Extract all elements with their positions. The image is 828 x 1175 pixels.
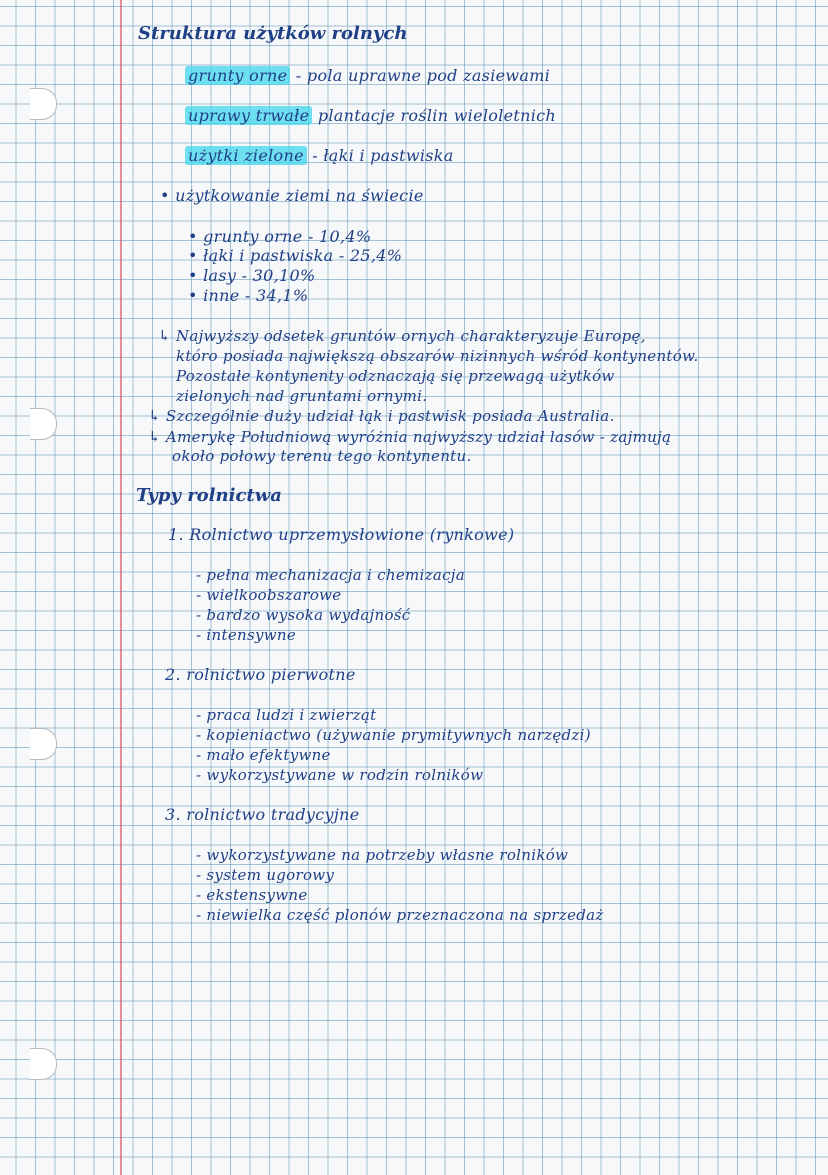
note-line: któro posiada największą obszarów nizinnych wśród kontynentów. — [176, 347, 699, 365]
land-term: grunty orne — [185, 66, 290, 85]
note-line: ↳ Najwyższy odsetek gruntów ornych charakteryzuje Europę, — [158, 327, 646, 345]
punch-hole — [30, 408, 57, 440]
section-title-farming-types: Typy rolnictwa — [136, 485, 282, 506]
land-term: uprawy trwałe — [185, 106, 312, 125]
type-item: - intensywne — [196, 626, 297, 644]
note-line: Pozostałe kontynenty odznaczają się przewagą użytków — [176, 367, 615, 385]
section-title-land-use: Struktura użytków rolnych — [138, 23, 408, 44]
type-item: - pełna mechanizacja i chemizacja — [196, 566, 465, 584]
land-def: - pola uprawne pod zasiewami — [290, 66, 551, 85]
usage-item: • łąki i pastwiska - 25,4% — [188, 246, 403, 265]
usage-item: • lasy - 30,10% — [188, 266, 316, 285]
punch-hole — [30, 88, 57, 120]
type-item: - kopieniactwo (używanie prymitywnych narzędzi) — [196, 726, 591, 744]
usage-item: • inne - 34,1% — [188, 286, 309, 305]
type-item: - wykorzystywane w rodzin rolników — [196, 766, 484, 784]
type-heading: 3. rolnictwo tradycyjne — [165, 805, 360, 824]
margin-line — [120, 0, 122, 1175]
type-item: - ekstensywne — [196, 886, 308, 904]
land-item — [185, 146, 454, 166]
note-line: ↳ Amerykę Południową wyróżnia najwyższy udział lasów - zajmują — [148, 428, 672, 446]
usage-heading: • użytkowanie ziemi na świecie — [160, 186, 424, 205]
land-term: użytki zielone — [185, 146, 307, 165]
type-heading: 2. rolnictwo pierwotne — [165, 665, 356, 684]
type-item: - bardzo wysoka wydajność — [196, 606, 411, 624]
note-line: ↳ Szczególnie duży udział łąk i pastwisk posiada Australia. — [148, 407, 615, 425]
punch-hole — [30, 1048, 57, 1080]
land-item — [185, 106, 556, 126]
land-def: - łąki i pastwiska — [306, 146, 454, 165]
note-line: zielonych nad gruntami ornymi. — [176, 387, 428, 405]
type-heading: 1. Rolnictwo uprzemysłowione (rynkowe) — [168, 525, 515, 544]
land-item — [185, 66, 550, 86]
land-def: plantacje roślin wieloletnich — [312, 106, 557, 125]
note-line: około połowy terenu tego kontynentu. — [172, 447, 472, 465]
type-item: - system ugorowy — [196, 866, 335, 884]
type-item: - wykorzystywane na potrzeby własne rolników — [196, 846, 569, 864]
usage-item: • grunty orne - 10,4% — [188, 227, 372, 246]
type-item: - praca ludzi i zwierząt — [196, 706, 377, 724]
type-item: - mało efektywne — [196, 746, 331, 764]
type-item: - niewielka część plonów przeznaczona na sprzedaż — [196, 906, 604, 924]
punch-hole — [30, 728, 57, 760]
type-item: - wielkoobszarowe — [196, 586, 342, 604]
